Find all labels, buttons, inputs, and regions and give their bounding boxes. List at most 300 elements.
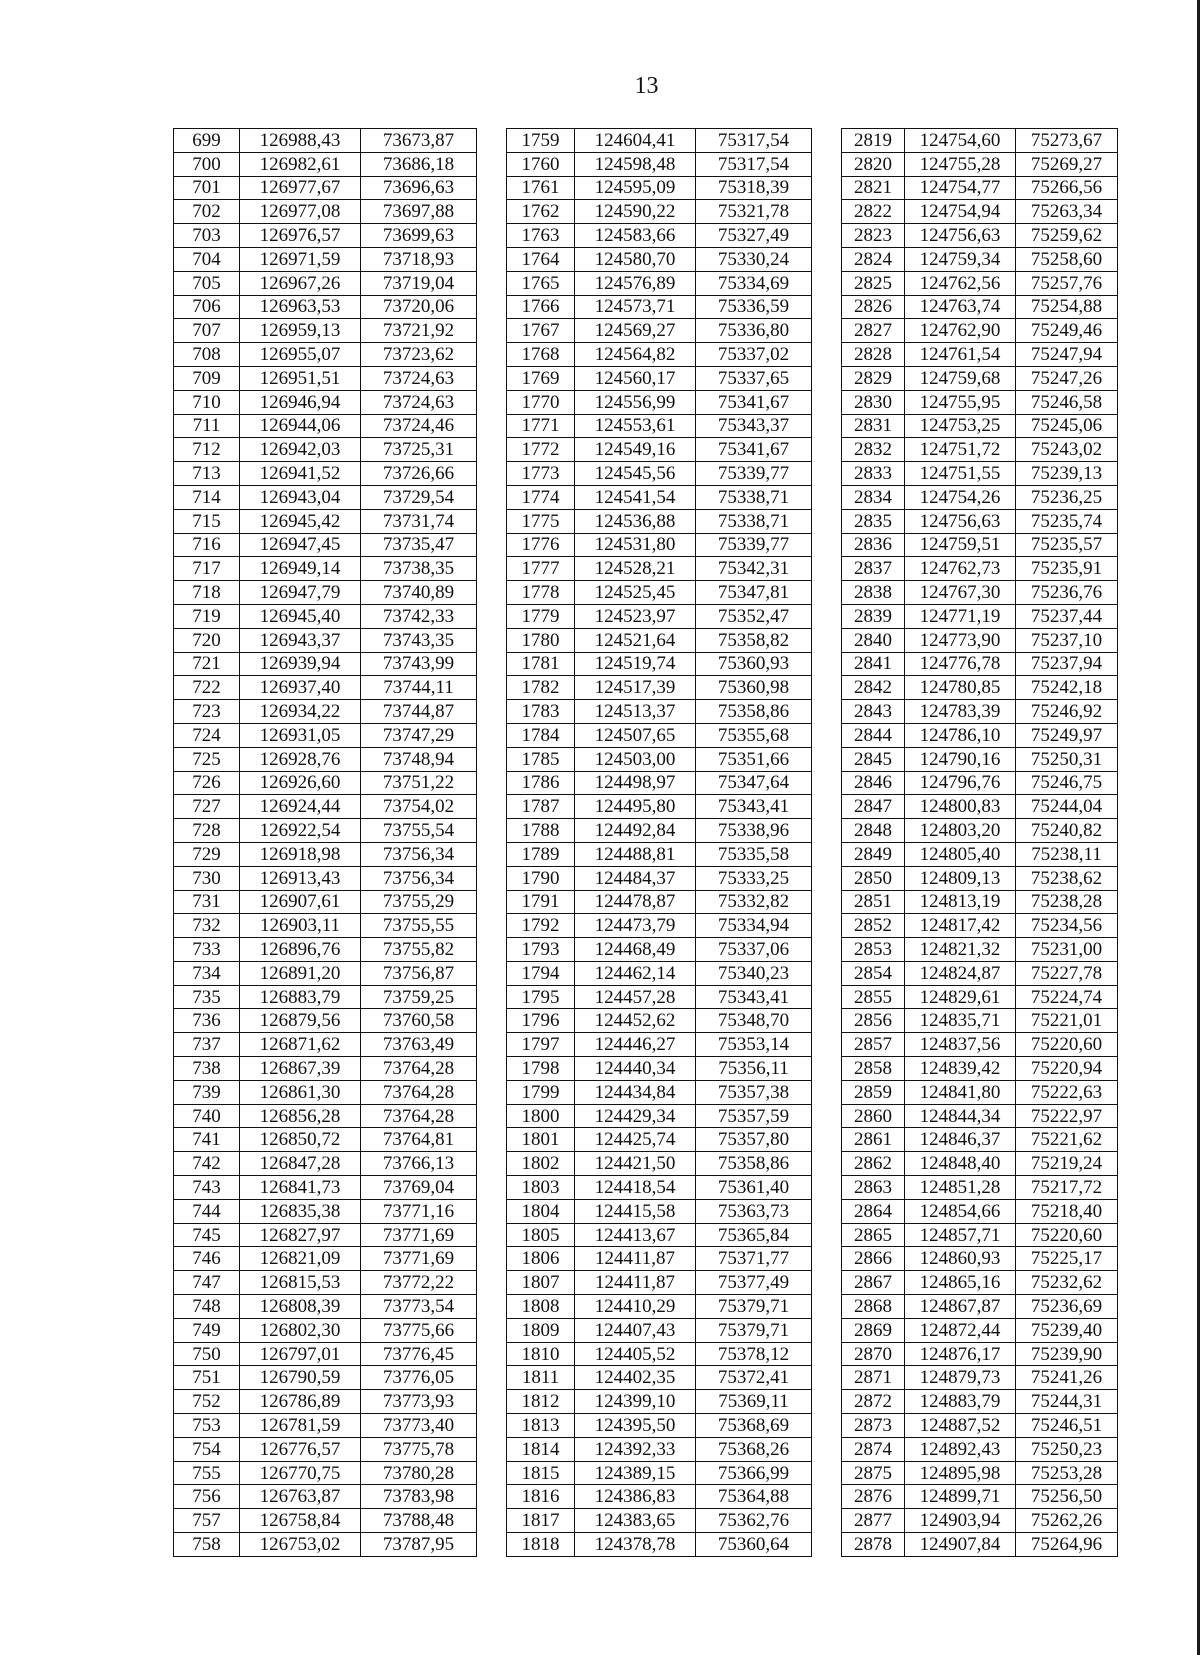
point-number-cell: 699 (174, 129, 240, 153)
y-coordinate-cell: 75232,62 (1016, 1271, 1118, 1295)
y-coordinate-cell: 73729,54 (361, 485, 477, 509)
y-coordinate-cell: 73776,05 (361, 1366, 477, 1390)
column-gap (812, 1057, 842, 1081)
point-number-cell: 2868 (842, 1295, 905, 1319)
x-coordinate-cell: 126949,14 (240, 557, 361, 581)
point-number-cell: 1817 (507, 1509, 575, 1533)
table-row (174, 414, 1118, 438)
y-coordinate-cell: 75321,78 (696, 200, 812, 224)
y-coordinate-cell: 75347,81 (696, 581, 812, 605)
y-coordinate-cell: 73723,62 (361, 343, 477, 367)
point-number-cell: 2852 (842, 914, 905, 938)
x-coordinate-cell: 124773,90 (905, 628, 1016, 652)
x-coordinate-cell: 126944,06 (240, 414, 361, 438)
y-coordinate-cell: 73720,06 (361, 295, 477, 319)
column-gap (812, 200, 842, 224)
point-number-cell: 2860 (842, 1104, 905, 1128)
y-coordinate-cell: 75220,94 (1016, 1057, 1118, 1081)
column-gap (812, 914, 842, 938)
column-gap (477, 295, 507, 319)
point-number-cell: 2870 (842, 1342, 905, 1366)
x-coordinate-cell: 124564,82 (575, 343, 696, 367)
y-coordinate-cell: 73721,92 (361, 319, 477, 343)
x-coordinate-cell: 124503,00 (575, 747, 696, 771)
column-gap (812, 652, 842, 676)
y-coordinate-cell: 73764,81 (361, 1128, 477, 1152)
point-number-cell: 2819 (842, 129, 905, 153)
x-coordinate-cell: 124395,50 (575, 1414, 696, 1438)
column-gap (477, 557, 507, 581)
x-coordinate-cell: 124389,15 (575, 1461, 696, 1485)
column-gap (477, 1247, 507, 1271)
table-row (174, 557, 1118, 581)
x-coordinate-cell: 124841,80 (905, 1080, 1016, 1104)
y-coordinate-cell: 73764,28 (361, 1057, 477, 1081)
column-gap (812, 1009, 842, 1033)
point-number-cell: 2832 (842, 438, 905, 462)
point-number-cell: 2831 (842, 414, 905, 438)
y-coordinate-cell: 73686,18 (361, 152, 477, 176)
x-coordinate-cell: 124903,94 (905, 1509, 1016, 1533)
y-coordinate-cell: 75357,38 (696, 1080, 812, 1104)
table-row (174, 1318, 1118, 1342)
point-number-cell: 2856 (842, 1009, 905, 1033)
point-number-cell: 729 (174, 842, 240, 866)
y-coordinate-cell: 73724,63 (361, 390, 477, 414)
y-coordinate-cell: 75264,96 (1016, 1533, 1118, 1557)
x-coordinate-cell: 124846,37 (905, 1128, 1016, 1152)
y-coordinate-cell: 75249,46 (1016, 319, 1118, 343)
column-gap (812, 842, 842, 866)
table-row (174, 1176, 1118, 1200)
point-number-cell: 2858 (842, 1057, 905, 1081)
y-coordinate-cell: 75317,54 (696, 152, 812, 176)
point-number-cell: 2827 (842, 319, 905, 343)
x-coordinate-cell: 124851,28 (905, 1176, 1016, 1200)
y-coordinate-cell: 73756,34 (361, 842, 477, 866)
column-gap (477, 1271, 507, 1295)
column-gap (812, 700, 842, 724)
table-row (174, 1057, 1118, 1081)
x-coordinate-cell: 126808,39 (240, 1295, 361, 1319)
column-gap (477, 819, 507, 843)
point-number-cell: 712 (174, 438, 240, 462)
point-number-cell: 1768 (507, 343, 575, 367)
x-coordinate-cell: 124813,19 (905, 890, 1016, 914)
y-coordinate-cell: 75337,65 (696, 366, 812, 390)
y-coordinate-cell: 75379,71 (696, 1318, 812, 1342)
point-number-cell: 2834 (842, 485, 905, 509)
column-gap (812, 581, 842, 605)
y-coordinate-cell: 75263,34 (1016, 200, 1118, 224)
y-coordinate-cell: 75366,99 (696, 1461, 812, 1485)
column-gap (812, 343, 842, 367)
column-gap (477, 129, 507, 153)
column-gap (477, 1295, 507, 1319)
point-number-cell: 1770 (507, 390, 575, 414)
point-number-cell: 715 (174, 509, 240, 533)
column-gap (812, 557, 842, 581)
column-gap (477, 247, 507, 271)
y-coordinate-cell: 75362,76 (696, 1509, 812, 1533)
point-number-cell: 734 (174, 961, 240, 985)
point-number-cell: 1771 (507, 414, 575, 438)
column-gap (477, 152, 507, 176)
point-number-cell: 1798 (507, 1057, 575, 1081)
x-coordinate-cell: 126896,76 (240, 938, 361, 962)
column-gap (477, 1104, 507, 1128)
table-row (174, 176, 1118, 200)
x-coordinate-cell: 124817,42 (905, 914, 1016, 938)
table-row (174, 1080, 1118, 1104)
y-coordinate-cell: 75379,71 (696, 1295, 812, 1319)
column-gap (812, 938, 842, 962)
x-coordinate-cell: 124517,39 (575, 676, 696, 700)
table-row (174, 152, 1118, 176)
x-coordinate-cell: 124767,30 (905, 581, 1016, 605)
point-number-cell: 736 (174, 1009, 240, 1033)
point-number-cell: 1790 (507, 866, 575, 890)
table-row (174, 224, 1118, 248)
column-gap (477, 795, 507, 819)
column-gap (477, 985, 507, 1009)
y-coordinate-cell: 75343,41 (696, 985, 812, 1009)
x-coordinate-cell: 124531,80 (575, 533, 696, 557)
x-coordinate-cell: 124865,16 (905, 1271, 1016, 1295)
y-coordinate-cell: 75341,67 (696, 438, 812, 462)
x-coordinate-cell: 124549,16 (575, 438, 696, 462)
point-number-cell: 705 (174, 271, 240, 295)
column-gap (812, 462, 842, 486)
x-coordinate-cell: 124434,84 (575, 1080, 696, 1104)
point-number-cell: 719 (174, 604, 240, 628)
x-coordinate-cell: 124604,41 (575, 129, 696, 153)
x-coordinate-cell: 124762,56 (905, 271, 1016, 295)
point-number-cell: 728 (174, 819, 240, 843)
point-number-cell: 746 (174, 1247, 240, 1271)
column-gap (477, 604, 507, 628)
point-number-cell: 709 (174, 366, 240, 390)
column-gap (812, 1533, 842, 1557)
x-coordinate-cell: 126971,59 (240, 247, 361, 271)
x-coordinate-cell: 124879,73 (905, 1366, 1016, 1390)
y-coordinate-cell: 75225,17 (1016, 1247, 1118, 1271)
point-number-cell: 739 (174, 1080, 240, 1104)
column-gap (812, 390, 842, 414)
point-number-cell: 1805 (507, 1223, 575, 1247)
point-number-cell: 1812 (507, 1390, 575, 1414)
column-gap (477, 200, 507, 224)
column-gap (812, 414, 842, 438)
y-coordinate-cell: 75334,94 (696, 914, 812, 938)
point-number-cell: 1799 (507, 1080, 575, 1104)
point-number-cell: 703 (174, 224, 240, 248)
y-coordinate-cell: 73773,93 (361, 1390, 477, 1414)
point-number-cell: 727 (174, 795, 240, 819)
point-number-cell: 1777 (507, 557, 575, 581)
column-gap (812, 1342, 842, 1366)
table-row (174, 938, 1118, 962)
point-number-cell: 726 (174, 771, 240, 795)
y-coordinate-cell: 73718,93 (361, 247, 477, 271)
x-coordinate-cell: 126907,61 (240, 890, 361, 914)
point-number-cell: 1800 (507, 1104, 575, 1128)
y-coordinate-cell: 73760,58 (361, 1009, 477, 1033)
y-coordinate-cell: 73731,74 (361, 509, 477, 533)
x-coordinate-cell: 124824,87 (905, 961, 1016, 985)
y-coordinate-cell: 73764,28 (361, 1080, 477, 1104)
point-number-cell: 708 (174, 343, 240, 367)
y-coordinate-cell: 73719,04 (361, 271, 477, 295)
x-coordinate-cell: 124771,19 (905, 604, 1016, 628)
column-gap (477, 1152, 507, 1176)
y-coordinate-cell: 75259,62 (1016, 224, 1118, 248)
x-coordinate-cell: 124756,63 (905, 509, 1016, 533)
x-coordinate-cell: 124844,34 (905, 1104, 1016, 1128)
x-coordinate-cell: 124837,56 (905, 1033, 1016, 1057)
table-row (174, 795, 1118, 819)
table-row (174, 771, 1118, 795)
point-number-cell: 755 (174, 1461, 240, 1485)
y-coordinate-cell: 73743,99 (361, 652, 477, 676)
point-number-cell: 2859 (842, 1080, 905, 1104)
x-coordinate-cell: 126967,26 (240, 271, 361, 295)
column-gap (477, 1461, 507, 1485)
x-coordinate-cell: 124753,25 (905, 414, 1016, 438)
point-number-cell: 753 (174, 1414, 240, 1438)
point-number-cell: 1774 (507, 485, 575, 509)
y-coordinate-cell: 75338,71 (696, 509, 812, 533)
point-number-cell: 2829 (842, 366, 905, 390)
y-coordinate-cell: 73735,47 (361, 533, 477, 557)
y-coordinate-cell: 73699,63 (361, 224, 477, 248)
point-number-cell: 743 (174, 1176, 240, 1200)
y-coordinate-cell: 73738,35 (361, 557, 477, 581)
x-coordinate-cell: 124854,66 (905, 1199, 1016, 1223)
point-number-cell: 2857 (842, 1033, 905, 1057)
x-coordinate-cell: 124541,54 (575, 485, 696, 509)
column-gap (477, 628, 507, 652)
y-coordinate-cell: 75363,73 (696, 1199, 812, 1223)
table-row (174, 1271, 1118, 1295)
y-coordinate-cell: 75318,39 (696, 176, 812, 200)
y-coordinate-cell: 73748,94 (361, 747, 477, 771)
x-coordinate-cell: 124492,84 (575, 819, 696, 843)
y-coordinate-cell: 75334,69 (696, 271, 812, 295)
table-row (174, 1390, 1118, 1414)
y-coordinate-cell: 75242,18 (1016, 676, 1118, 700)
column-gap (477, 1342, 507, 1366)
table-row (174, 1152, 1118, 1176)
y-coordinate-cell: 75371,77 (696, 1247, 812, 1271)
point-number-cell: 754 (174, 1437, 240, 1461)
x-coordinate-cell: 126918,98 (240, 842, 361, 866)
column-gap (477, 1533, 507, 1557)
x-coordinate-cell: 124892,43 (905, 1437, 1016, 1461)
table-row (174, 985, 1118, 1009)
column-gap (812, 1223, 842, 1247)
x-coordinate-cell: 126883,79 (240, 985, 361, 1009)
point-number-cell: 750 (174, 1342, 240, 1366)
point-number-cell: 1797 (507, 1033, 575, 1057)
column-gap (477, 1033, 507, 1057)
point-number-cell: 1772 (507, 438, 575, 462)
point-number-cell: 2863 (842, 1176, 905, 1200)
column-gap (812, 1366, 842, 1390)
column-gap (812, 1033, 842, 1057)
table-row (174, 890, 1118, 914)
y-coordinate-cell: 75256,50 (1016, 1485, 1118, 1509)
column-gap (812, 319, 842, 343)
column-gap (812, 224, 842, 248)
x-coordinate-cell: 126753,02 (240, 1533, 361, 1557)
y-coordinate-cell: 75339,77 (696, 533, 812, 557)
x-coordinate-cell: 126871,62 (240, 1033, 361, 1057)
y-coordinate-cell: 75356,11 (696, 1057, 812, 1081)
x-coordinate-cell: 126879,56 (240, 1009, 361, 1033)
table-row (174, 366, 1118, 390)
table-row (174, 700, 1118, 724)
x-coordinate-cell: 124545,56 (575, 462, 696, 486)
point-number-cell: 2842 (842, 676, 905, 700)
x-coordinate-cell: 124580,70 (575, 247, 696, 271)
y-coordinate-cell: 75239,90 (1016, 1342, 1118, 1366)
column-gap (477, 914, 507, 938)
y-coordinate-cell: 73751,22 (361, 771, 477, 795)
x-coordinate-cell: 126776,57 (240, 1437, 361, 1461)
table-row (174, 200, 1118, 224)
point-number-cell: 2823 (842, 224, 905, 248)
column-gap (477, 842, 507, 866)
column-gap (477, 533, 507, 557)
x-coordinate-cell: 126763,87 (240, 1485, 361, 1509)
column-gap (477, 890, 507, 914)
x-coordinate-cell: 126850,72 (240, 1128, 361, 1152)
column-gap (477, 1485, 507, 1509)
point-number-cell: 1782 (507, 676, 575, 700)
x-coordinate-cell: 126937,40 (240, 676, 361, 700)
x-coordinate-cell: 126988,43 (240, 129, 361, 153)
point-number-cell: 738 (174, 1057, 240, 1081)
y-coordinate-cell: 75219,24 (1016, 1152, 1118, 1176)
x-coordinate-cell: 124553,61 (575, 414, 696, 438)
x-coordinate-cell: 124754,26 (905, 485, 1016, 509)
x-coordinate-cell: 124857,71 (905, 1223, 1016, 1247)
x-coordinate-cell: 126955,07 (240, 343, 361, 367)
x-coordinate-cell: 124761,54 (905, 343, 1016, 367)
x-coordinate-cell: 124907,84 (905, 1533, 1016, 1557)
x-coordinate-cell: 124413,67 (575, 1223, 696, 1247)
column-gap (812, 1080, 842, 1104)
point-number-cell: 1818 (507, 1533, 575, 1557)
column-gap (812, 176, 842, 200)
point-number-cell: 714 (174, 485, 240, 509)
y-coordinate-cell: 75237,44 (1016, 604, 1118, 628)
column-gap (477, 1080, 507, 1104)
column-gap (477, 581, 507, 605)
x-coordinate-cell: 124556,99 (575, 390, 696, 414)
x-coordinate-cell: 126982,61 (240, 152, 361, 176)
point-number-cell: 2874 (842, 1437, 905, 1461)
column-gap (477, 176, 507, 200)
x-coordinate-cell: 126841,73 (240, 1176, 361, 1200)
y-coordinate-cell: 75241,26 (1016, 1366, 1118, 1390)
table-row (174, 1342, 1118, 1366)
point-number-cell: 2843 (842, 700, 905, 724)
point-number-cell: 757 (174, 1509, 240, 1533)
point-number-cell: 1809 (507, 1318, 575, 1342)
point-number-cell: 2875 (842, 1461, 905, 1485)
y-coordinate-cell: 75247,94 (1016, 343, 1118, 367)
x-coordinate-cell: 126939,94 (240, 652, 361, 676)
y-coordinate-cell: 75353,14 (696, 1033, 812, 1057)
y-coordinate-cell: 73771,16 (361, 1199, 477, 1223)
column-gap (812, 890, 842, 914)
x-coordinate-cell: 126802,30 (240, 1318, 361, 1342)
y-coordinate-cell: 75372,41 (696, 1366, 812, 1390)
column-gap (477, 771, 507, 795)
y-coordinate-cell: 75273,67 (1016, 129, 1118, 153)
point-number-cell: 1760 (507, 152, 575, 176)
x-coordinate-cell: 126977,67 (240, 176, 361, 200)
table-row (174, 1533, 1118, 1557)
y-coordinate-cell: 73673,87 (361, 129, 477, 153)
y-coordinate-cell: 73787,95 (361, 1533, 477, 1557)
y-coordinate-cell: 75360,98 (696, 676, 812, 700)
column-gap (812, 723, 842, 747)
point-number-cell: 1792 (507, 914, 575, 938)
x-coordinate-cell: 124523,97 (575, 604, 696, 628)
y-coordinate-cell: 75317,54 (696, 129, 812, 153)
point-number-cell: 1780 (507, 628, 575, 652)
column-gap (477, 1390, 507, 1414)
table-row (174, 1223, 1118, 1247)
y-coordinate-cell: 75339,77 (696, 462, 812, 486)
point-number-cell: 2836 (842, 533, 905, 557)
point-number-cell: 2867 (842, 1271, 905, 1295)
y-coordinate-cell: 75224,74 (1016, 985, 1118, 1009)
point-number-cell: 722 (174, 676, 240, 700)
x-coordinate-cell: 124829,61 (905, 985, 1016, 1009)
x-coordinate-cell: 124754,94 (905, 200, 1016, 224)
x-coordinate-cell: 124786,10 (905, 723, 1016, 747)
column-gap (477, 676, 507, 700)
y-coordinate-cell: 75246,92 (1016, 700, 1118, 724)
y-coordinate-cell: 75217,72 (1016, 1176, 1118, 1200)
x-coordinate-cell: 124860,93 (905, 1247, 1016, 1271)
point-number-cell: 2847 (842, 795, 905, 819)
x-coordinate-cell: 124759,68 (905, 366, 1016, 390)
point-number-cell: 1763 (507, 224, 575, 248)
table-row (174, 723, 1118, 747)
y-coordinate-cell: 75236,69 (1016, 1295, 1118, 1319)
point-number-cell: 1811 (507, 1366, 575, 1390)
y-coordinate-cell: 75246,58 (1016, 390, 1118, 414)
point-number-cell: 718 (174, 581, 240, 605)
point-number-cell: 735 (174, 985, 240, 1009)
column-gap (812, 1414, 842, 1438)
x-coordinate-cell: 124598,48 (575, 152, 696, 176)
point-number-cell: 1781 (507, 652, 575, 676)
column-gap (477, 1057, 507, 1081)
point-number-cell: 1803 (507, 1176, 575, 1200)
point-number-cell: 711 (174, 414, 240, 438)
y-coordinate-cell: 73742,33 (361, 604, 477, 628)
point-number-cell: 1813 (507, 1414, 575, 1438)
x-coordinate-cell: 124899,71 (905, 1485, 1016, 1509)
column-gap (812, 604, 842, 628)
point-number-cell: 1793 (507, 938, 575, 962)
